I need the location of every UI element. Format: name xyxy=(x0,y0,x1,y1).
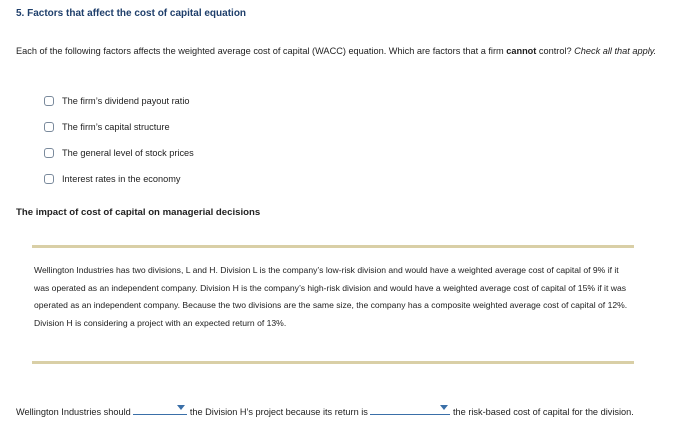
options-list xyxy=(44,88,194,192)
option-label: The firm’s capital structure xyxy=(62,122,170,132)
prompt-text-mid: control? xyxy=(536,46,575,56)
comparison-dropdown[interactable] xyxy=(370,402,450,415)
checkbox[interactable] xyxy=(44,122,54,132)
answer-sentence xyxy=(16,402,656,422)
question-title: 5. Factors that affect the cost of capital equation xyxy=(16,8,247,19)
scenario-passage: Wellington Industries has two divisions, L and H. Division L is the company’s low-risk division and would have a weighted average cost of capital of 9% if it was operated as an independent company. Division H is the company’s high-risk division and would have a weighted average cost of capital of 15% if it was operated as an independent company. Because the two divisions are the same size, the company has a composite weighted average cost of capital of 12%. Division H is considering a project with an expected return of 13%. xyxy=(34,265,628,328)
chevron-down-icon xyxy=(177,405,185,410)
sentence-part-1: Wellington Industries should xyxy=(16,407,134,417)
prompt-text-start: Each of the following factors affects the weighted average cost of capital (WACC) equation. Which are factors that a firm xyxy=(16,46,507,56)
option-label: The firm’s dividend payout ratio xyxy=(62,96,190,106)
checkbox[interactable] xyxy=(44,148,54,158)
passage-bottom-divider xyxy=(32,361,634,364)
chevron-down-icon xyxy=(440,405,448,410)
option-dividend-payout[interactable] xyxy=(44,88,194,114)
checkbox[interactable] xyxy=(44,174,54,184)
prompt-emphasis: cannot xyxy=(506,46,537,56)
sentence-part-2: the Division H’s project because its return is xyxy=(187,407,371,417)
prompt-instruction: Check all that apply. xyxy=(574,46,657,56)
option-label: The general level of stock prices xyxy=(62,148,194,158)
option-stock-prices[interactable] xyxy=(44,140,194,166)
decision-dropdown[interactable] xyxy=(133,402,187,415)
option-interest-rates[interactable] xyxy=(44,166,194,192)
option-capital-structure[interactable] xyxy=(44,114,194,140)
question-prompt xyxy=(16,42,676,61)
option-label: Interest rates in the economy xyxy=(62,174,181,184)
passage-top-divider xyxy=(32,245,634,248)
impact-heading: The impact of cost of capital on managerial decisions xyxy=(16,207,261,218)
checkbox[interactable] xyxy=(44,96,54,106)
sentence-part-3: the risk-based cost of capital for the division. xyxy=(450,407,634,417)
